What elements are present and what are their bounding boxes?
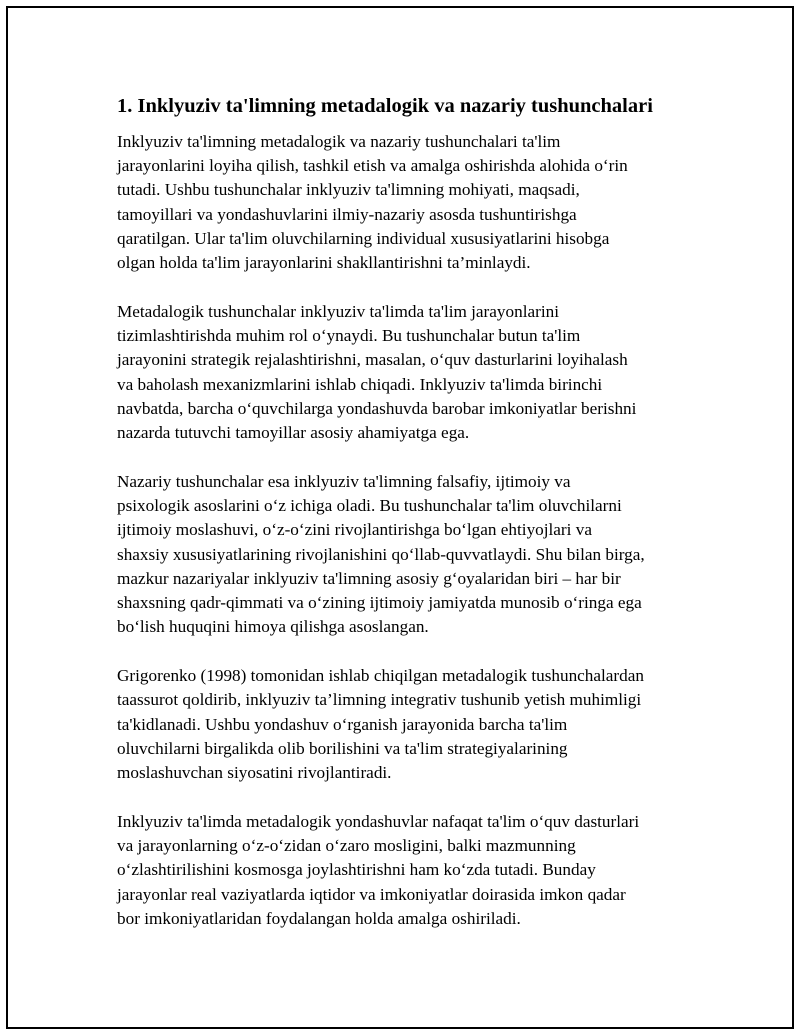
paragraph-5 [117, 810, 697, 931]
text-line: Grigorenko (1998) tomonidan ishlab chiqilgan metadalogik tushunchalardan [117, 666, 644, 686]
text-line: jarayonini strategik rejalashtirishni, masalan, o‘quv dasturlarini loyihalash [117, 350, 628, 370]
text-line: nazarda tutuvchi tamoyillar asosiy ahamiyatga ega. [117, 423, 470, 443]
text-line: shaxsiy xususiyatlarining rivojlanishini qo‘llab-quvvatlaydi. Shu bilan birga, [117, 544, 645, 564]
text-line: navbatda, barcha o‘quvchilarga yondashuvda barobar imkoniyatlar berishni [117, 398, 637, 418]
document-body [117, 92, 697, 956]
text-line: Inklyuziv ta'limning metadalogik va nazariy tushunchalari ta'lim [117, 132, 561, 151]
text-line: shaxsning qadr-qimmati va o‘zining ijtimoiy jamiyatda munosib o‘ringa ega [117, 593, 642, 613]
text-line: Nazariy tushunchalar esa inklyuziv ta'limning falsafiy, ijtimoiy va [117, 472, 571, 492]
text-line: ijtimoiy moslashuvi, o‘z-o‘zini rivojlantirishga bo‘lgan ehtiyojlari va [117, 520, 592, 540]
text-line: oluvchilarni birgalikda olib borilishini va ta'lim strategiyalarining [117, 738, 568, 758]
text-line: Inklyuziv ta'limda metadalogik yondashuvlar nafaqat ta'lim o‘quv dasturlari [117, 812, 640, 832]
text-line: o‘zlashtirilishini kosmosga joylashtirishni ham ko‘zda tutadi. Bunday [117, 860, 596, 880]
paragraph-2 [117, 300, 697, 445]
paragraph-1 [117, 130, 697, 275]
section-heading: 1. Inklyuziv ta'limning metadalogik va nazariy tushunchalari [117, 95, 653, 117]
text-line: ta'kidlanadi. Ushbu yondashuv o‘rganish jarayonida barcha ta'lim [117, 714, 568, 734]
text-line: tamoyillari va yondashuvlarini ilmiy-nazariy asosda tushuntirishga [117, 204, 577, 224]
text-line: psixologik asoslarini o‘z ichiga oladi. Bu tushunchalar ta'lim oluvchilarni [117, 496, 622, 516]
text-line: va jarayonlarning o‘z-o‘zidan o‘zaro mosligini, balki mazmunning [117, 836, 576, 856]
text-line: qaratilgan. Ular ta'lim oluvchilarning individual xususiyatlarini hisobga [117, 228, 610, 248]
text-line: Metadalogik tushunchalar inklyuziv ta'limda ta'lim jarayonlarini [117, 302, 559, 322]
paragraph-4 [117, 664, 697, 785]
text-line: olgan holda ta'lim jarayonlarini shakllantirishni ta’minlaydi. [117, 253, 531, 273]
text-line: bor imkoniyatlaridan foydalangan holda amalga oshiriladi. [117, 908, 521, 928]
text-line: tutadi. Ushbu tushunchalar inklyuziv ta'limning mohiyati, maqsadi, [117, 180, 580, 200]
text-line: va baholash mexanizmlarini ishlab chiqadi. Inklyuziv ta'limda birinchi [117, 374, 603, 394]
text-line: jarayonlar real vaziyatlarda iqtidor va imkoniyatlar doirasida imkon qadar [117, 884, 626, 904]
text-line: taassurot qoldirib, inklyuziv ta’limning integrativ tushunib yetish muhimligi [117, 690, 642, 710]
text-line: bo‘lish huquqini himoya qilishga asoslangan. [117, 617, 429, 637]
text-line: mazkur nazariyalar inklyuziv ta'limning asosiy g‘oyalaridan biri – har bir [117, 568, 621, 588]
text-line: tizimlashtirishda muhim rol o‘ynaydi. Bu tushunchalar butun ta'lim [117, 326, 581, 346]
text-line: jarayonlarini loyiha qilish, tashkil etish va amalga oshirishda alohida o‘rin [117, 156, 628, 176]
text-line: moslashuvchan siyosatini rivojlantiradi. [117, 763, 392, 783]
paragraph-3 [117, 470, 697, 639]
